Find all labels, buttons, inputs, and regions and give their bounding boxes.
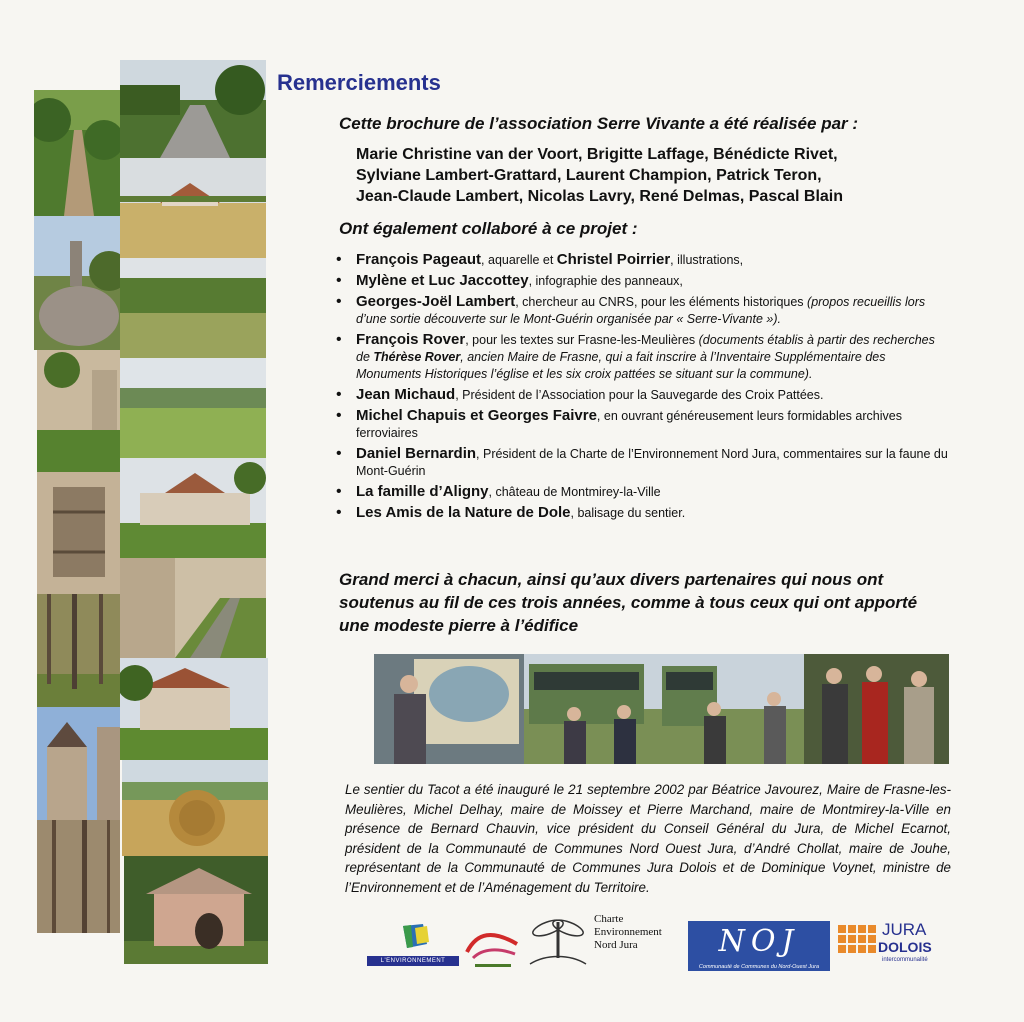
jura-dolois-bottom: DOLOIS (878, 939, 932, 955)
credit-item: • Jean Michaud, Président de l’Association pour la Sauvegarde des Croix Pattées. (334, 386, 950, 404)
photo-statue (34, 216, 120, 350)
diren-logo (367, 920, 459, 972)
credit-item: • Daniel Bernardin, Président de la Charte de l’Environnement Nord Jura, commentaires sur la faune du Mont-Guérin (334, 445, 950, 480)
credit-name: François Rover (356, 331, 466, 348)
credit-item: • François Pageaut, aquarelle et Christel Poirrier, illustrations, (334, 251, 950, 269)
photo-birch-forest (37, 594, 120, 707)
noj-logo (688, 921, 830, 971)
photo-stream (120, 558, 266, 658)
jura-dolois-small: intercommunalité (882, 957, 928, 963)
thanks-paragraph: Grand merci à chacun, ainsi qu’aux divers partenaires qui nous ont soutenus au fil de ces trois années, comme à tous ceux qui ont apporté une modeste pierre à l’édifice (339, 570, 918, 635)
photo-houses (120, 658, 268, 760)
jura-dolois-logo (838, 921, 950, 971)
credit-item: • Les Amis de la Nature de Dole, balisage du sentier. (334, 504, 950, 522)
credits-list (334, 251, 950, 525)
credit-name: François Pageaut (356, 251, 482, 268)
credit-name: Mylène et Luc Jaccottey (356, 272, 529, 289)
collaborators-heading: Ont également collaboré à ce projet : (339, 219, 638, 238)
dragonfly-logo (526, 914, 590, 972)
photo-forest-path (34, 90, 120, 216)
photo-hay-bale (122, 760, 268, 856)
photo-manor (120, 458, 266, 558)
photo-stone-wall (37, 350, 120, 472)
credit-name: Georges-Joël Lambert (356, 293, 516, 310)
credit-name: Les Amis de la Nature de Dole (356, 504, 571, 521)
photo-bare-trees (37, 820, 120, 933)
authors-list (356, 144, 946, 207)
photo-landscape (120, 358, 266, 458)
photo-meadow (120, 258, 266, 358)
photo-old-door (37, 472, 120, 594)
credit-name: Christel Poirrier (556, 251, 671, 268)
diren-logo-text: L'ENVIRONNEMENT (380, 958, 446, 964)
photo-church (37, 707, 120, 820)
photo-road (120, 60, 266, 158)
authors-line: Sylviane Lambert-Grattard, Laurent Champion, Patrick Teron, (356, 167, 822, 184)
noj-logo-subtext: Communauté de Communes du Nord-Ouest Jura (698, 964, 820, 970)
authors-line: Marie Christine van der Voort, Brigitte Laffage, Bénédicte Rivet, (356, 146, 838, 163)
photo-inauguration (374, 654, 949, 764)
jura-dolois-top: JURA (882, 920, 927, 939)
credit-item: • La famille d’Aligny, château de Montmirey-la-Ville (334, 483, 950, 501)
inauguration-caption: Le sentier du Tacot a été inauguré le 21 septembre 2002 par Béatrice Javourez, Maire de Frasne-les-Meulières, Michel Delhay, maire de Moissey et Pierre Marchand, maire de Montmirey-la-Ville en présence de Bernard Chauvin, vice président du Conseil Général du Jura, de Michel Ecarnot, président de la Communauté de Communes Nord Ouest Jura, d’André Chollat, maire de Jouhe, représentant de la Communauté de Communes Jura Dolois et de Dominique Voynet, ministre de l’Environnement et de l’Aménagement du Territoire. (345, 782, 951, 895)
charte-logo-text: Charte Environnement Nord Jura (594, 913, 662, 951)
credit-name: Daniel Bernardin (356, 445, 477, 462)
credit-item: • Georges-Joël Lambert, chercheur au CNRS, pour les éléments historiques (propos recueillis lors d’une sortie découverte sur le Mont-Guérin organisée par « Serre-Vivante »). (334, 293, 950, 328)
credit-name: Jean Michaud (356, 386, 456, 403)
credit-item: • Mylène et Luc Jaccottey, infographie des panneaux, (334, 272, 950, 290)
intro-heading: Cette brochure de l’association Serre Vivante a été réalisée par : (339, 114, 859, 133)
credit-name: La famille d’Aligny (356, 483, 489, 500)
page-title: Remerciements (277, 70, 441, 95)
credit-item: • Michel Chapuis et Georges Faivre, en ouvrant généreusement leurs formidables archives ferroviaires (334, 407, 950, 442)
authors-line: Jean-Claude Lambert, Nicolas Lavry, René Delmas, Pascal Blain (356, 188, 844, 205)
photo-wash-house (124, 856, 268, 964)
photo-farmhouse-field (120, 158, 266, 258)
jura-department-logo (463, 922, 521, 970)
credit-name: Michel Chapuis et Georges Faivre (356, 407, 597, 424)
noj-logo-text: NOJ (718, 924, 800, 959)
credit-item: • François Rover, pour les textes sur Frasne-les-Meulières (documents établis à partir des recherches de Thérèse Rover, ancien Maire de Frasne, qui a fait inscrire à l’Inventaire Supplémentaire des Monuments Historiques l’église et les six croix pattées se situant sur la commune). (334, 331, 950, 383)
